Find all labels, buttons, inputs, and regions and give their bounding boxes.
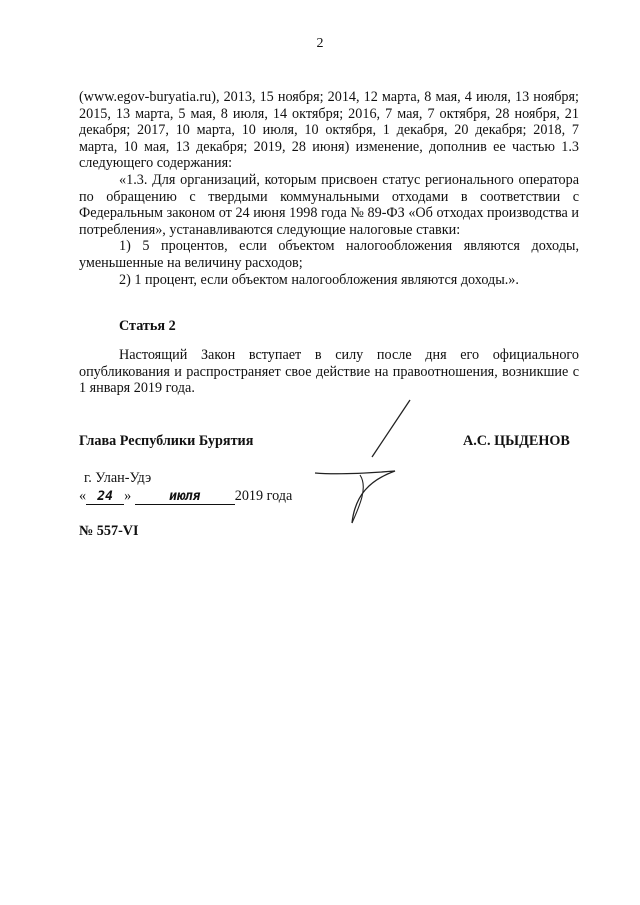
signer-title: Глава Республики Бурятия <box>79 433 254 449</box>
law-number: № 557-VI <box>79 523 139 539</box>
list-item-rate-2: 2) 1 процент, если объектом налогообложения являются доходы.». <box>119 271 519 288</box>
date-month: июля <box>135 489 235 505</box>
date-day: 24 <box>86 489 124 505</box>
paragraph-clause-1-3: «1.3. Для организаций, которым присвоен статус регионального оператора по обращению с твердыми коммунальными отходами в соответствии с Федеральным законом от 24 июня 1998 года № 89-ФЗ «Об отходах производства и потребления», устанавливаются следующие налоговые ставки: <box>79 171 579 238</box>
list-item-rate-1: 1) 5 процентов, если объектом налогообложения являются доходы, уменьшенные на величину расходов; <box>79 238 579 271</box>
article-text: Настоящий Закон вступает в силу после дня его официального опубликования и распространяет свое действие на правоотношения, возникшие с 1 января 2019 года. <box>79 347 579 397</box>
date-open-quote: « <box>79 488 87 504</box>
signer-name: А.С. ЦЫДЕНОВ <box>463 433 570 449</box>
document-body <box>79 89 579 288</box>
handwritten-signature <box>300 395 440 530</box>
paragraph-amendment-intro: (www.egov-buryatia.ru), 2013, 15 ноября; 2014, 12 марта, 8 мая, 4 июля, 13 ноября; 2015, 13 марта, 5 мая, 8 июля, 14 октября; 2016, 7 мая, 7 октября, 28 ноября, 21 декабря; 2017, 10 марта, 10 июля, 10 октября, 1 декабря, 20 декабря; 2018, 7 марта, 10 мая, 13 декабря; 2019, 28 июня) изменение, дополнив ее частью 1.3 следующего содержания: <box>79 89 579 172</box>
place-of-signing: г. Улан-Удэ <box>84 470 152 486</box>
page-number: 2 <box>316 36 324 51</box>
date-close-quote: » <box>124 488 132 504</box>
signing-date <box>79 488 292 505</box>
article-heading: Статья 2 <box>119 318 176 334</box>
date-year: 2019 года <box>234 488 293 504</box>
